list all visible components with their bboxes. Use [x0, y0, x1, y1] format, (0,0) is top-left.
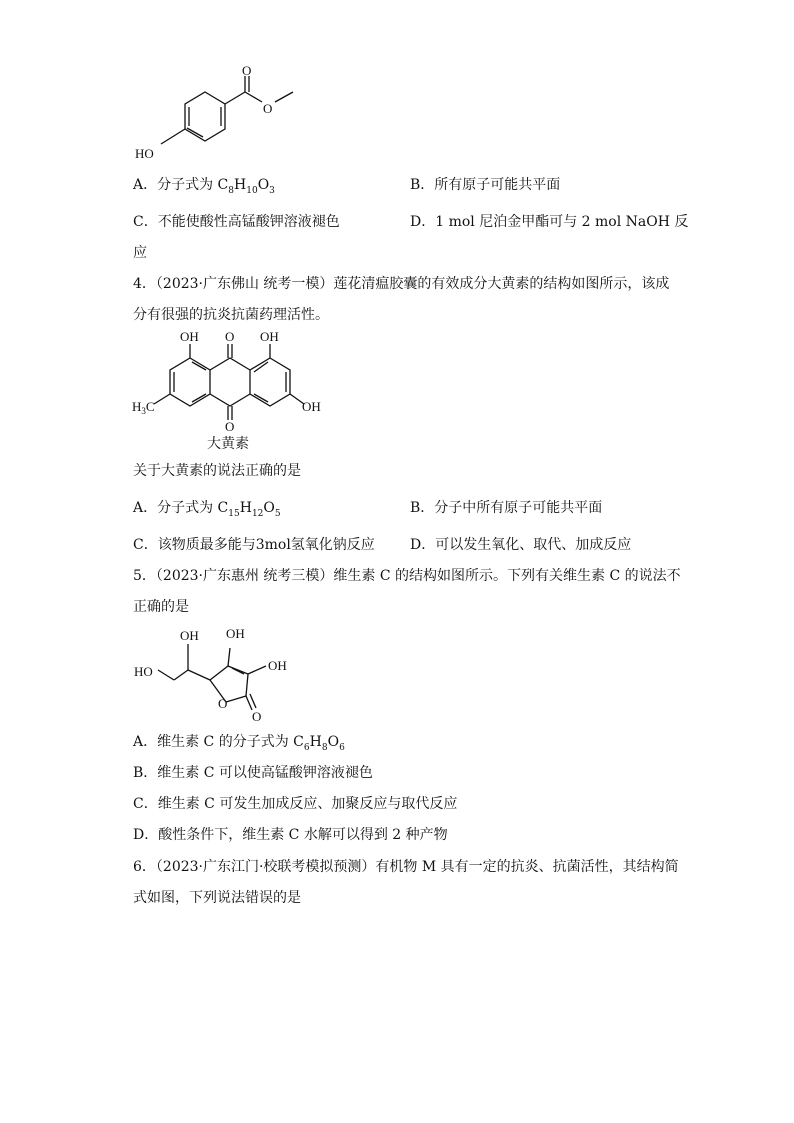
q4-structure-emodin — [130, 328, 330, 432]
q4-oh3-label: OH — [302, 399, 321, 414]
q4-option-d: D．可以发生氧化、取代、加成反应 — [410, 537, 632, 553]
q4-option-c: C．该物质最多能与3mol氢氧化钠反应 — [133, 537, 375, 553]
q6-stem-line1: 6．（2023·广东江门·校联考模拟预测）有机物 M 具有一定的抗炎、抗菌活性，其结构简 — [133, 859, 679, 875]
q6-stem-line2: 式如图，下列说法错误的是 — [133, 890, 301, 906]
q5-oh-top2-label: OH — [226, 626, 245, 641]
q4-stem-line2: 分有很强的抗炎抗菌药理活性。 — [133, 307, 329, 323]
q5-stem-line1: 5．（2023·广东惠州 统考三模）维生素 C 的结构如图所示。下列有关维生素 C 的说法不 — [133, 568, 681, 584]
q5-option-b: B．维生素 C 可以使高锰酸钾溶液褪色 — [133, 765, 373, 781]
q5-option-d: D．酸性条件下，维生素 C 水解可以得到 2 种产物 — [133, 827, 448, 843]
q5-o-ring-label: O — [218, 696, 228, 711]
q4-h3c-label: $H_3C$ — [132, 399, 155, 416]
q4-o-top-label: O — [225, 329, 235, 344]
q4-option-a: A．分子式为 $C_{15}H_{12}O_5$ — [133, 500, 281, 519]
q5-ho-left-label: HO — [134, 664, 153, 679]
q5-option-c: C．维生素 C 可发生加成反应、加聚反应与取代反应 — [133, 796, 458, 812]
q4-option-b: B．分子中所有原子可能共平面 — [410, 500, 603, 516]
q3-structure-methylparaben — [125, 62, 315, 166]
q4-oh1-label: OH — [180, 329, 199, 344]
q3-option-d-line2: 应 — [133, 245, 147, 261]
q5-structure-vitamin-c — [130, 622, 300, 726]
q3-option-d-line1: D．1 mol 尼泊金甲酯可与 2 mol NaOH 反 — [410, 214, 689, 230]
q5-stem-line2: 正确的是 — [133, 599, 189, 615]
q4-o-bottom-label: O — [225, 419, 235, 432]
q4-question: 关于大黄素的说法正确的是 — [133, 463, 301, 479]
q4-structure-caption: 大黄素 — [207, 436, 249, 452]
q5-option-a: A．维生素 C 的分子式为 $C_6H_8O_6$ — [133, 734, 345, 753]
q3-option-a: A．分子式为 $C_8H_{10}O_3$ — [133, 177, 275, 196]
q5-oh-top1-label: OH — [180, 628, 199, 643]
q3-option-c: C．不能使酸性高锰酸钾溶液褪色 — [133, 214, 340, 230]
q3-o-ester-label: O — [263, 101, 273, 116]
q3-option-b: B．所有原子可能共平面 — [410, 177, 561, 193]
q5-o-carbonyl-label: O — [252, 709, 262, 724]
q3-ho-label: HO — [135, 146, 154, 161]
q3-o-carbonyl-label: O — [242, 63, 252, 78]
q4-stem-line1: 4．（2023·广东佛山 统考一模）莲花清瘟胶囊的有效成分大黄素的结构如图所示，该成 — [133, 276, 670, 292]
q5-oh-right-label: OH — [268, 658, 287, 673]
q4-oh2-label: OH — [260, 329, 279, 344]
